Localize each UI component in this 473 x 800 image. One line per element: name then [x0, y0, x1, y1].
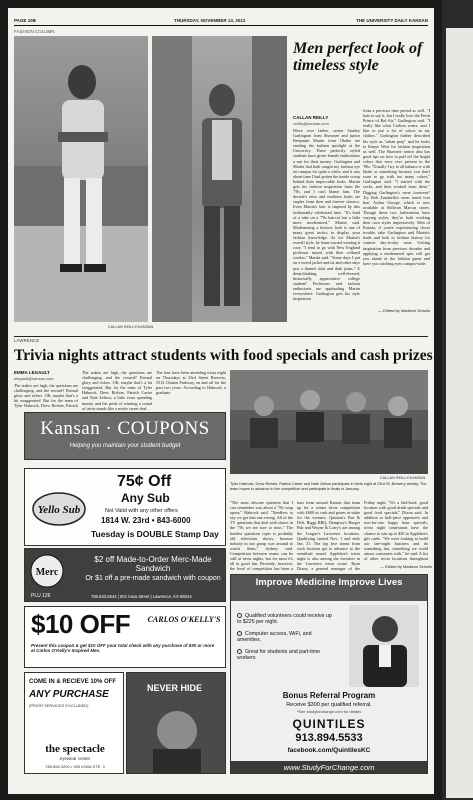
fashion-column-1: Move over ladies, senior Stanley Garlington from Shawnee and junior Benjamin Martin from Olathe are stealing the fashion spotlight at the University. These perfectly styled students have given female fashionistas a run for their money. Garlington and Martin had both caught my fashion eye on campus for quite a while, and it was about time I had gotten the inside scoop behind their impeccable looks. Martin gets his fashion inspiration from the '70s, and I can't blame him. The decade's retro and northern looks are staples from then and forever classics. Even Martin's hair is inspired by this fashionably celebrated time. "It's kind of a take on a '70s haircut but a little more modernized," Martin said. Modernizing a historic look is one of many great tactics to display your fashion knowledge. As for Martin's overall style, he leans toward wearing it cozy. "I tend to go with New England professor mixed with blue collared worker," Martin said. "Some days I put on a tweed jacket and tie and other days just a flannel shirt and dark jeans." A deep-thinking, well-dressed, historically appreciative college student? Professors and fashion enthusiasts are applauding Martin everywhere. Garlington gets his style inspiration	[293, 128, 360, 302]
section-divider	[14, 336, 428, 337]
fashion-edited-by: — Edited by Madison Schultz	[378, 308, 431, 313]
fashion-headline: Men perfect look of timeless style	[293, 40, 423, 74]
yello-item: Any Sub	[121, 491, 170, 505]
spectacle-offer: ANY PURCHASE	[29, 689, 109, 700]
quintiles-person-photo	[349, 605, 419, 687]
quintiles-bonus-fine: *See studyforchange.com for details	[296, 709, 362, 714]
issue-date: THURSDAY, NOVEMBER 13, 2012	[174, 18, 246, 23]
quintiles-brand: QUINTILES	[292, 717, 366, 731]
trivia-edited-by: — Edited by Madison Schultz	[380, 564, 433, 569]
yello-offer: 75¢ Off	[117, 473, 172, 490]
spectacle-coupon[interactable]	[24, 672, 124, 774]
fashion-byline-email: creilly@kansan.com	[293, 121, 329, 126]
photo-garlington	[14, 36, 148, 322]
quintiles-url[interactable]: www.StudyForChange.com	[231, 761, 427, 774]
fashion-column-2: from a previous time period as well. "I hate to say it, but I really love the Fresh Prince of Bel-Air," Garlington said. "I really like what Carlton wears, and I like to put a lot of colors in my clothes." Garlington further described his style as "urban prep" and he looks to Kanye West for fashion inspiration as well. The Shawnee senior also has good tips on how to pull off the bright colors that were ever present in the '90s. "Usually I try to all balance it with khaki or something because you don't want to go with too many colors," Garlington said. "I started with the socks, and then worked from there." Digging Garlington's neon footwear? Try Rob Zanabella's neon toned foot line, Arthur George, which is now available at Sullivan Marcus stores. Though these two fashionistas have varying styles, they're both working their own styles impressively. Men of Kansas, if you're experiencing closet trouble, take Garlington and Martin's leads and look to fashion history for context day-to-day wear. Getting inspiration from previous decades and applying a modernized spin will get you ahead of the fashion game and have you catching eyes campus-wide.	[363, 108, 430, 266]
masthead	[14, 17, 428, 26]
trivia-column-2: The stakes are high, the questions are challenging, and the reward? Eternal glory and riches. OK, maybe that's a bit exaggerated. But for the team of Tyler Habrock, Drew Richter, Patrick Carter and Nate Zeilow, a little extra spending money and the pride of winning a round of trivia stands like a pretty sweet deal.	[82, 370, 152, 410]
section-tag: FASHION COLUMN	[14, 29, 55, 34]
yello-phone: 1814 W. 23rd • 843-6000	[101, 516, 191, 525]
merc-offer: $2 off Made-to-Order Merc-Made Sandwich	[94, 555, 212, 573]
photo-garlington-figure	[14, 36, 148, 322]
trivia-kicker: LAWRENCE	[14, 338, 40, 343]
adjacent-page	[446, 28, 473, 798]
quintiles-facebook[interactable]: facebook.com/QuintilesKC	[287, 747, 371, 754]
never-hide-ad[interactable]	[126, 672, 226, 774]
merc-coupon[interactable]	[24, 548, 226, 602]
quintiles-bonus-title: Bonus Referral Program	[282, 691, 376, 700]
carlos-fine: Present this coupon & get $10 OFF your total check with any purchase of $30 or more at Carlos O'Kelly's Inspired Mex.	[31, 643, 215, 654]
coupons-tagline: Helping you maintain your student budget	[69, 443, 181, 449]
quintiles-ad[interactable]	[230, 574, 428, 774]
spectacle-sub: eyewear center	[59, 756, 91, 761]
trivia-column-1: The stakes are high, the questions are challenging, and the reward? Eternal glory and riches. OK, maybe that's a bit exaggerated. But for the team of Tyler Habrock, Drew Richter, Patrick	[14, 383, 78, 409]
carlos-brand: CARLOS O'KELLY'S	[147, 615, 221, 624]
trivia-photo-credit: CALLAN REILLY/KANSAN	[380, 476, 426, 480]
carlos-offer: $10 OFF	[31, 609, 131, 639]
spectacle-phone: 785.856.3200 • 935 IOWA STE. 3	[45, 764, 105, 769]
trivia-column-4: bars from around Kansas that team up for a winter trivia competition with £600 in cash and prizes at stake for the winners. Quinton's Bar & Deli, Biggs BBQ, Dempsey's Burger Pub and Wayne & Larry's are among the League's Lawrence locations. Qualifying started Nov. 1 and ends Jan. 31. The top five teams from each location get to advance to the semifinal round. Applebee's trivia night is also among the favorites in the Lawrence trivia scene. Ryan Dixon, a general manager of the	[297, 500, 360, 572]
trivia-photo-scene	[230, 370, 428, 474]
quintiles-bonus-text: Receive $300 per qualified referral.	[286, 702, 372, 708]
merc-logo	[29, 553, 65, 589]
spectacle-brand: the spectacle	[45, 743, 105, 755]
never-hide-title: NEVER HIDE	[147, 683, 203, 693]
trivia-column-5: Friday night. "It's a laid-back, good location with good drink specials and good food specials," Dixon said. In addition to half-price appetizers and two-for-one happy hour specials, trivia night contestants have the chance to win up to $30 in Applebee's gift cards. "We were looking to build our late-night business and do something fun, something we could attract customers with," he said. A list of other trivia locations throughout	[364, 500, 428, 562]
merc-alt: Or $1 off a pre-made sandwich with coupon	[85, 575, 221, 582]
adjacent-page-strip	[442, 0, 473, 800]
quintiles-item-2: Computer access, WiFi, and amenities.	[237, 631, 312, 643]
yello-fine: Not Valid with any other offers	[105, 508, 178, 514]
fashion-byline: CALLAN REILLY	[293, 115, 329, 120]
yello-sub-coupon[interactable]	[24, 468, 226, 546]
page-number: PAGE 10B	[14, 18, 36, 23]
spectacle-note: (PRIOR SERVICES EXCLUDED)	[29, 703, 89, 708]
trivia-byline: EMMA LEGAULT	[14, 370, 50, 375]
spectacle-head: COME IN & RECIEVE 10% OFF	[29, 679, 117, 685]
photo-martin	[152, 36, 287, 322]
yello-sub-logo	[29, 485, 89, 529]
trivia-byline-email: elegault@kansan.com	[14, 376, 54, 381]
photo-martin-figure	[152, 36, 287, 322]
kansan-coupons-header	[24, 412, 226, 460]
paper-name: THE UNIVERSITY DAILY KANSAN	[356, 18, 428, 23]
quintiles-item-3: Great for students and part-time workers	[237, 649, 321, 661]
carlos-okellys-coupon[interactable]	[24, 606, 226, 668]
photo-credit-left: CALLAN REILLY/KANSAN	[108, 325, 154, 329]
coupons-title: Kansan · COUPONS	[40, 418, 210, 439]
yello-sub-brand: Yello Sub	[37, 504, 81, 516]
merc-tag: PLU 126	[31, 593, 51, 599]
trivia-headline: Trivia nights attract students with food specials and cash prizes	[14, 347, 433, 364]
quintiles-item-1: Qualified volunteers could receive up to $225 per night.	[237, 613, 332, 625]
yello-promo: Tuesday is DOUBLE Stamp Day	[91, 529, 219, 539]
trivia-photo-caption: Tyler Habrock, Drew Richter, Patrick Carter and Nate Zeilow participate in trivia night at 23rd St. Brewery weekly. The team hopes to advance in the competition and participate in finals in January.	[230, 482, 427, 491]
quintiles-headline: Improve Medicine Improve Lives	[231, 575, 427, 601]
trivia-photo	[230, 370, 428, 474]
svg-text:Merc: Merc	[35, 567, 59, 578]
trivia-column-3: The four have been attending trivia night on Thursdays at 23rd Street Brewery, 3512 Clinton Parkway, on and off for the past two years. According to Habrock, a graduate	[156, 370, 226, 396]
merc-address: 785.843.8544 | 901 Iowa Street | Lawrence, KS 66044	[91, 594, 192, 599]
quintiles-phone: 913.894.5533	[295, 732, 363, 744]
newspaper-page	[8, 8, 434, 794]
trivia-column-3b: "The most obscure question that I can remember was about a '70s soap opera," Habrock said. "Needless to say we got that one wrong. All of the TV questions that deal with shows in the '70s we are sure to miss." The hardest questions topic is probably old television shows, because nobody in our group was around to watch them," Sydney said. Competition between teams can be stiff at trivia nights, but for most it's all in good fun. Recently, however, the level of competition has been a	[230, 500, 293, 572]
